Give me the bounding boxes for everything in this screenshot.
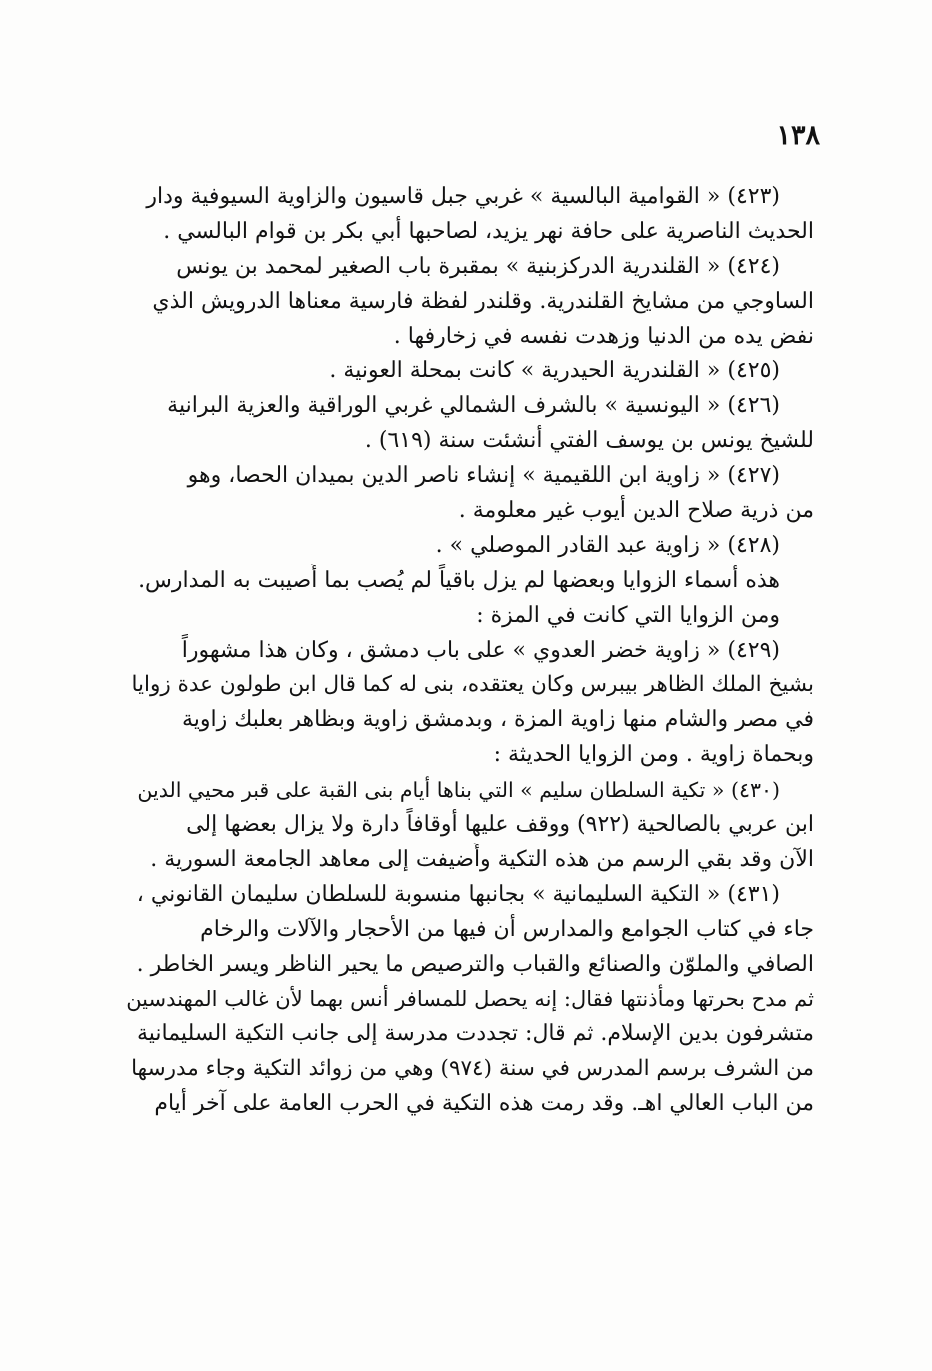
text-line: من الشرف برسم المدرس في سنة (٩٧٤) وهي من زوائد التكية وجاء مدرسها xyxy=(131,1056,814,1082)
text-line: بشيخ الملك الظاهر بيبرس وكان يعتقده، بنى له كما قال ابن طولون عدة زوايا xyxy=(131,672,814,698)
text-line: الساوجي من مشايخ القلندرية. وقلندر لفظة فارسية معناها الدرويش الذي xyxy=(152,288,814,314)
text-line: الصافي والملوّن والصنائع والقباب والترصيص ما يحير الناظر ويسر الخاطر . xyxy=(136,951,814,977)
text-line: ثم مدح بحرتها ومأذنتها فقال: إنه يحصل للمسافر أنس بهما لأن غالب المهندسين xyxy=(126,987,814,1012)
text-line: (٤٣١) « التكية السليمانية » بجانبها منسوبة للسلطان سليمان القانوني ، xyxy=(136,881,780,907)
text-line: هذه أسماء الزوايا وبعضها لم يزل باقياً لم يُصب بما أُصيبت به المدارس. xyxy=(138,567,780,593)
text-line: نفض يده من الدنيا وزهدت نفسه في زخارفها . xyxy=(393,323,814,349)
text-line: متشرفون بدين الإسلام. ثم قال: تجددت مدرسة إلى جانب التكية السليمانية xyxy=(136,1021,814,1047)
text-line: (٤٢٨) « زاوية عبد القادر الموصلي » . xyxy=(435,532,780,558)
text-line: جاء في كتاب الجوامع والمدارس أن فيها من الأحجار والآلات والرخام xyxy=(200,916,814,942)
text-line: ابن عربي بالصالحية (٩٢٢) ووقف عليها أوقافاً دارة ولا يزال بعضها إلى xyxy=(186,812,814,838)
text-line: ومن الزوايا التي كانت في المزة : xyxy=(476,602,780,628)
page-number: ١٣٨ xyxy=(776,120,820,151)
text-line: (٤٢٩) « زاوية خضر العدوي » على باب دمشق ، وكان هذا مشهوراً xyxy=(181,637,780,663)
text-line: في مصر والشام منها زاوية المزة ، وبدمشق زاوية وبظاهر بعلبك زاوية xyxy=(181,707,814,733)
text-line: (٤٢٦) « اليونسية » بالشرف الشمالي غربي الوراقية والعزية البرانية xyxy=(167,393,780,419)
text-line: (٤٢٥) « القلندرية الحيدرية » كانت بمحلة العونية . xyxy=(329,358,780,384)
text-line: وبحماة زاوية . ومن الزوايا الحديثة : xyxy=(493,742,814,768)
text-line: من الباب العالي اهـ. وقد رمت هذه التكية في الحرب العامة على آخر أيام xyxy=(154,1091,814,1117)
text-line: (٤٣٠) « تكية السلطان سليم » التي بناها أيام بنى القبة على قبر محيي الدين xyxy=(137,778,780,803)
body-text xyxy=(124,180,814,1122)
text-line: الآن وقد بقي الرسم من هذه التكية وأُضيفت إلى معاهد الجامعة السورية . xyxy=(150,846,814,872)
text-line: من ذرية صلاح الدين أيوب غير معلومة . xyxy=(458,498,814,524)
text-line: للشيخ يونس بن يوسف الفتي أنشئت سنة (٦١٩) . xyxy=(364,428,814,454)
text-line: الحديث الناصرية على حافة نهر يزيد، لصاحبها أبي بكر بن قوام البالسي . xyxy=(163,218,814,244)
text-line: (٤٢٧) « زاوية ابن اللقيمية » إنشاء ناصر الدين بميدان الحصا، وهو xyxy=(187,463,780,489)
text-line: (٤٢٤) « القلندرية الدركزبنية » بمقبرة باب الصغير لمحمد بن يونس xyxy=(176,253,780,279)
text-line: (٤٢٣) « القوامية البالسية » غربي جبل قاسيون والزاوية السيوفية ودار xyxy=(146,184,780,209)
